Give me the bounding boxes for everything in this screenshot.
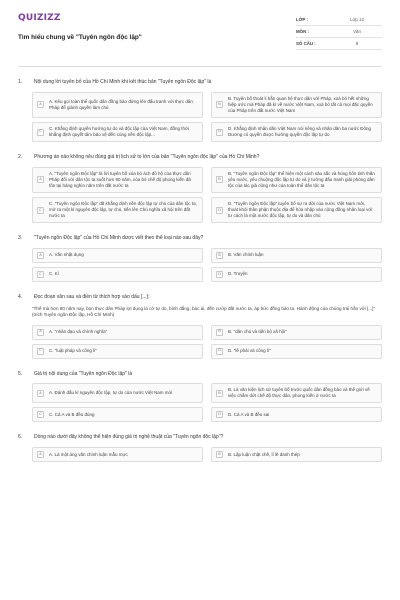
option-text: D. "lẽ phải và công lí"	[228, 348, 271, 353]
option-letter-box: C	[37, 348, 44, 355]
question-number: 3.	[18, 235, 23, 242]
meta-value: Lớp 12	[350, 16, 364, 22]
answer-option-b[interactable]	[211, 248, 382, 263]
question-number: 5.	[18, 370, 23, 377]
option-letter-box: A	[37, 176, 44, 183]
question-5	[18, 371, 382, 423]
option-letter-box: B	[216, 252, 223, 259]
question-6	[18, 434, 382, 462]
meta-row-subject	[296, 26, 382, 38]
option-text: B. "Tuyên ngôn Độc lập" thể hiện một cách sâu sắc và hùng hồn tinh thần yêu nước, yêu chuộng độc lập tự do và ý tưởng đấu tranh giải phóng dân tộc của tác giả cũng như của toàn thể dân tộc ta	[228, 170, 375, 188]
worksheet-meta	[296, 14, 382, 50]
option-text: B. Là văn kiện lịch sử tuyên bố trước quốc dân đồng bào và thế giới về việc chấm dứt chế độ thực dân, phong kiến ở nước ta	[228, 387, 370, 399]
answer-options	[18, 325, 382, 359]
option-letter-box: C	[37, 271, 44, 278]
option-letter-box: A	[37, 451, 44, 458]
question-header	[18, 79, 382, 86]
option-text: B. Lập luận chặt chẽ, lí lẽ đanh thép	[228, 451, 300, 457]
quizizz-logo: QUIZIZZ	[18, 13, 61, 23]
answer-option-a[interactable]	[32, 167, 203, 193]
answer-option-d[interactable]	[211, 197, 382, 223]
option-letter-box: A	[37, 329, 44, 336]
answer-option-c[interactable]	[32, 197, 203, 223]
option-text: D. "Tuyên ngôn Độc lập" tuyên bố sự ra đời của nước Việt Nam mới, thoát khỏi thân phận thuộc địa để hòa nhập vào cộng đồng nhân loại với tư cách là một nước độc lập, tự do và dân chủ	[228, 201, 373, 219]
question-quote: "Thế mà hơn 80 năm nay, bọn thực dân Pháp lợi dụng lá cờ tự do, bình đẳng, bác ái, đến cướp đất nước ta, áp bức đồng bào ta. Hành động của chúng trái hẳn với [...]" (trích Tuyên ngôn Độc lập, Hồ Chí Minh)	[32, 305, 376, 318]
answer-option-d[interactable]	[211, 344, 382, 359]
question-header	[18, 434, 382, 441]
answer-options	[18, 248, 382, 282]
option-letter-box: C	[37, 411, 44, 418]
header-divider	[18, 66, 382, 67]
question-header	[18, 294, 382, 301]
option-text: D. Khẳng định nhân dân Việt Nam nói riêng và nhân dân ba nước Đông Dương có quyền được hưởng quyền độc lập tự do	[228, 125, 371, 137]
answer-option-b[interactable]	[211, 383, 382, 403]
answer-option-b[interactable]	[211, 447, 382, 462]
option-text: B. "dân chủ và tiến bộ xã hội"	[228, 329, 287, 334]
question-text: Dòng nào dưới đây không thể hiện đúng giá trị nghệ thuật của "Tuyên ngôn độc lập"?	[34, 434, 224, 441]
option-text: A. "nhân đạo và chính nghĩa"	[49, 329, 108, 334]
question-header	[18, 235, 382, 242]
option-text: C. Kí	[49, 271, 60, 277]
option-letter-box: D	[216, 207, 223, 214]
question-1	[18, 79, 382, 142]
question-header	[18, 154, 382, 161]
question-text: Nội dung lời tuyên bố của Hồ Chí Minh khi kết thúc bản "Tuyên ngôn Độc lập" là	[34, 79, 212, 85]
option-text: A. Kêu gọi toàn thể quốc dân đồng bào đứng lên đấu tranh với thực dân Pháp để giành quyền làm chủ	[49, 98, 193, 110]
answer-option-c[interactable]	[32, 407, 203, 422]
question-text: Giá trị nội dung của "Tuyên ngôn Độc lập" là	[34, 370, 133, 377]
question-text: Đọc đoạn văn sau và điền từ thích hợp vào dấu [...]:	[34, 293, 150, 300]
option-text: A. "Tuyên ngôn Độc lập" là lời tuyên bố xóa bỏ ách đô hộ của thực dân Pháp đối với dân tộc ta suốt hơn 80 năm, xóa bỏ chế độ phong kiến đã tồn tại hàng nghìn năm trên đất nước ta	[49, 170, 191, 188]
answer-option-a[interactable]	[32, 447, 203, 462]
option-letter-box: B	[216, 176, 223, 183]
meta-label: LỚP :	[296, 16, 308, 22]
option-text: B. Văn chính luận	[228, 252, 264, 258]
option-letter-box: A	[37, 390, 44, 397]
option-letter-box: D	[216, 348, 223, 355]
option-text: C. Khẳng định quyền hưởng tự do và độc lập của Việt Nam, đồng thời khẳng định quyết tâm bảo vệ đến cùng nền độc lập...	[49, 125, 189, 137]
option-letter-box: C	[37, 207, 44, 214]
meta-row-grade	[296, 14, 382, 26]
answer-option-a[interactable]	[32, 325, 203, 340]
option-text: A. Đánh dấu kỉ nguyên độc lập, tự do của nước Việt Nam mới	[49, 390, 173, 396]
answer-option-a[interactable]	[32, 383, 203, 403]
question-text: Phương án nào không nêu đúng giá trị lịch sử to lớn của bản "Tuyên ngôn độc lập" của Hồ Chí Minh?	[34, 154, 260, 161]
question-text: "Tuyên ngôn Độc lập" của Hồ Chí Minh được viết theo thể loại nào sau đây?	[34, 235, 204, 242]
answer-option-c[interactable]	[32, 344, 203, 359]
option-text: B. Tuyên bố thoát li hẳn quan hệ thực dân với Pháp, xoá bỏ hết những hiệp ước mà Pháp đã kí về nước Việt Nam, xoá bỏ tất cả mọi đặc quyền của Pháp trên đất nước Việt Nam	[228, 95, 373, 113]
meta-label: MÔN :	[296, 28, 309, 34]
answer-option-b[interactable]	[211, 92, 382, 118]
meta-row-question-count	[296, 38, 382, 50]
option-text: C. "luật pháp và công lí"	[49, 348, 97, 353]
answer-option-d[interactable]	[211, 267, 382, 282]
option-letter-box: D	[216, 129, 223, 136]
question-2	[18, 154, 382, 223]
answer-options	[18, 447, 382, 462]
question-number: 1.	[18, 79, 23, 85]
answer-option-c[interactable]	[32, 267, 203, 282]
answer-option-d[interactable]	[211, 407, 382, 422]
answer-option-b[interactable]	[211, 167, 382, 193]
option-letter-box: B	[216, 390, 223, 397]
meta-label: SỐ CÂU :	[296, 40, 316, 46]
question-header	[18, 371, 382, 378]
option-letter-box: D	[216, 411, 223, 418]
answer-options	[18, 167, 382, 223]
answer-option-c[interactable]	[32, 122, 203, 142]
answer-option-d[interactable]	[211, 122, 382, 142]
meta-value: Văn	[353, 28, 361, 34]
option-text: D. Cả A và B đều sai	[228, 411, 270, 417]
option-letter-box: A	[37, 101, 44, 108]
answer-option-b[interactable]	[211, 325, 382, 340]
question-number: 4.	[18, 293, 23, 300]
option-letter-box: B	[216, 101, 223, 108]
answer-option-a[interactable]	[32, 92, 203, 118]
worksheet-title: Tìm hiểu chung về "Tuyên ngôn độc lập"	[18, 34, 142, 41]
question-3	[18, 235, 382, 282]
question-4	[18, 294, 382, 359]
option-letter-box: B	[216, 451, 223, 458]
option-letter-box: D	[216, 271, 223, 278]
worksheet-header	[18, 12, 382, 62]
meta-value: 9	[355, 40, 359, 46]
question-number: 2.	[18, 154, 23, 161]
option-letter-box: B	[216, 329, 223, 336]
option-text: A. Văn nhật dụng	[49, 252, 84, 258]
option-letter-box: A	[37, 252, 44, 259]
question-number: 6.	[18, 434, 23, 441]
option-text: D. Truyện	[228, 271, 248, 277]
answer-option-a[interactable]	[32, 248, 203, 263]
question-list	[18, 79, 382, 462]
option-letter-box: C	[37, 129, 44, 136]
option-text: C. Cả A và B đều đúng	[49, 411, 95, 417]
answer-options	[18, 383, 382, 422]
option-text: C. "Tuyên ngôn Độc lập" đã khẳng định nền độc lập tự chủ của dân tộc ta, mở ra một kỉ nguyên độc lập, tự chủ, tiến lên Chủ nghĩa xã hội trên đất nước ta	[49, 201, 197, 219]
option-text: A. Là một áng văn chính luận mẫu mực	[49, 451, 128, 457]
answer-options	[18, 92, 382, 142]
